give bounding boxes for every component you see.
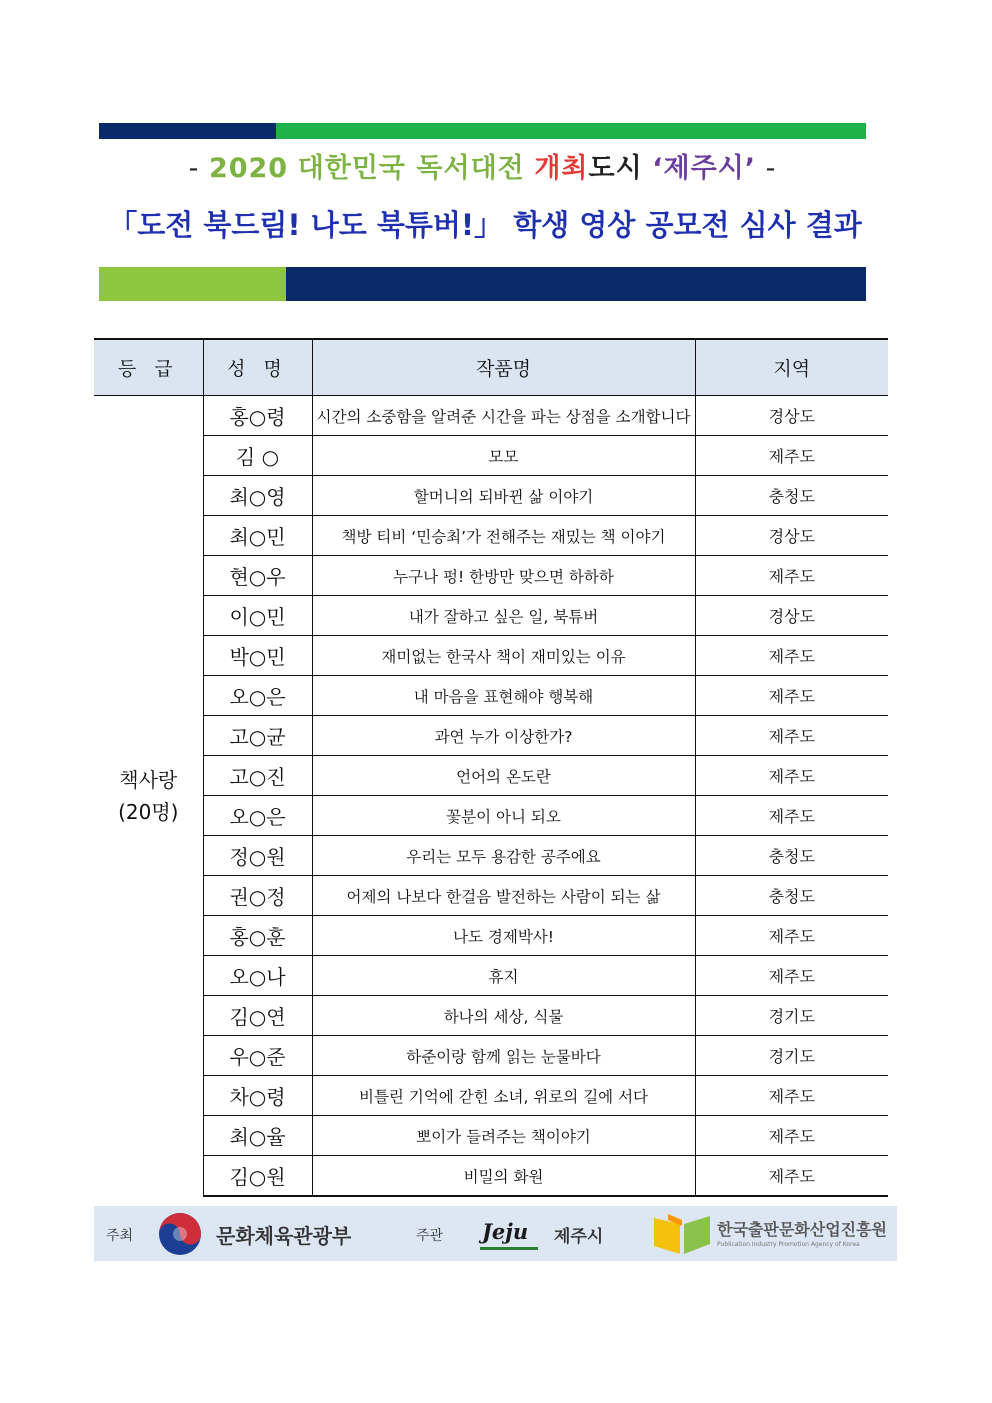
table-row: [94, 556, 888, 596]
subtitle-dash-left: -: [188, 153, 200, 184]
host-label: 주최: [106, 1228, 134, 1244]
header-region: 지역: [695, 339, 888, 396]
region: 제주도: [695, 1076, 888, 1116]
event-subtitle: [99, 146, 866, 185]
work-title: 재미없는 한국사 책이 재미있는 이유: [312, 636, 695, 676]
student-name: 오○은: [203, 796, 312, 836]
subtitle-dash-right: -: [765, 153, 777, 184]
results-table: [94, 338, 888, 1197]
header-work: 작품명: [312, 339, 695, 396]
agency-name: 한국출판문화산업진흥원: [717, 1220, 888, 1239]
work-title: 뽀이가 들려주는 책이야기: [312, 1116, 695, 1156]
table-row: [94, 436, 888, 476]
table-row: [94, 956, 888, 996]
student-name: 최○율: [203, 1116, 312, 1156]
student-name: 오○나: [203, 956, 312, 996]
work-title: 누구나 펑! 한방만 맞으면 하하하: [312, 556, 695, 596]
student-name: 차○령: [203, 1076, 312, 1116]
organizer-label: 주관: [416, 1228, 444, 1244]
student-name: 최○영: [203, 476, 312, 516]
region: 충청도: [695, 836, 888, 876]
student-name: 정○원: [203, 836, 312, 876]
agency-english-name: Publication Industry Promotion Agency of Korea: [717, 1241, 860, 1248]
work-title: 어제의 나보다 한걸음 발전하는 사람이 되는 삶: [312, 876, 695, 916]
region: 경기도: [695, 1036, 888, 1076]
region: 제주도: [695, 796, 888, 836]
grade-label: 책사랑: [119, 768, 178, 792]
work-title: 언어의 온도란: [312, 756, 695, 796]
region: 경상도: [695, 516, 888, 556]
table-row: [94, 396, 888, 436]
region: 제주도: [695, 956, 888, 996]
organizer-name: 제주시: [554, 1227, 604, 1247]
work-title: 책방 티비 ‘민승최’가 전해주는 재밌는 책 이야기: [312, 516, 695, 556]
region: 충청도: [695, 476, 888, 516]
subtitle-year: 2020: [208, 153, 289, 184]
bottom-bar-navy: [286, 267, 866, 301]
jeju-logo-underline: [480, 1247, 538, 1250]
work-title: 할머니의 되바뀐 삶 이야기: [312, 476, 695, 516]
table-row: [94, 836, 888, 876]
table-row: [94, 676, 888, 716]
student-name: 박○민: [203, 636, 312, 676]
subtitle-event: 대한민국 독서대전: [297, 153, 525, 184]
table-row: [94, 756, 888, 796]
table-row: [94, 516, 888, 556]
region: 경상도: [695, 596, 888, 636]
work-title: 우리는 모두 용감한 공주에요: [312, 836, 695, 876]
header-grade: 등 급: [94, 339, 203, 396]
table-row: [94, 1036, 888, 1076]
work-title: 하나의 세상, 식물: [312, 996, 695, 1036]
jeju-logo: Jeju: [482, 1219, 529, 1244]
table-row: [94, 876, 888, 916]
work-title: 하준이랑 함께 읽는 눈물바다: [312, 1036, 695, 1076]
region: 제주도: [695, 916, 888, 956]
region: 제주도: [695, 1156, 888, 1197]
work-title: 꽃분이 아니 되오: [312, 796, 695, 836]
student-name: 김○연: [203, 996, 312, 1036]
table-row: [94, 1076, 888, 1116]
bottom-bar-green: [99, 267, 286, 301]
subtitle-city: ‘제주시’: [652, 153, 757, 184]
student-name: 고○균: [203, 716, 312, 756]
table-row: [94, 796, 888, 836]
table-row: [94, 596, 888, 636]
student-name: 김 ○: [203, 436, 312, 476]
region: 제주도: [695, 556, 888, 596]
host-name: 문화체육관광부: [216, 1224, 352, 1248]
work-title: 비틀린 기억에 갇힌 소녀, 위로의 길에 서다: [312, 1076, 695, 1116]
top-bar-navy: [99, 123, 276, 139]
top-bar-green: [276, 123, 866, 139]
table-row: [94, 996, 888, 1036]
student-name: 권○정: [203, 876, 312, 916]
work-title: 모모: [312, 436, 695, 476]
region: 제주도: [695, 716, 888, 756]
region: 제주도: [695, 676, 888, 716]
table-row: [94, 1156, 888, 1197]
work-title: 과연 누가 이상한가?: [312, 716, 695, 756]
region: 제주도: [695, 436, 888, 476]
table-row: [94, 916, 888, 956]
government-emblem-icon: [158, 1212, 202, 1256]
work-title: 시간의 소중함을 알려준 시간을 파는 상점을 소개합니다: [312, 396, 695, 436]
subtitle-host-2: 도시: [588, 153, 643, 184]
agency-book-logo-icon: [654, 1214, 710, 1254]
work-title: 휴지: [312, 956, 695, 996]
work-title: 내가 잘하고 싶은 일, 북튜버: [312, 596, 695, 636]
region: 제주도: [695, 636, 888, 676]
table-row: [94, 716, 888, 756]
region: 경기도: [695, 996, 888, 1036]
work-title: 나도 경제박사!: [312, 916, 695, 956]
work-title: 내 마음을 표현해야 행복해: [312, 676, 695, 716]
student-name: 오○은: [203, 676, 312, 716]
work-title: 비밀의 화원: [312, 1156, 695, 1197]
page-title: 「도전 북드림! 나도 북튜버!」 학생 영상 공모전 심사 결과: [108, 208, 862, 242]
subtitle-host-1: 개최: [534, 153, 589, 184]
student-name: 우○준: [203, 1036, 312, 1076]
grade-count: (20명): [118, 800, 179, 824]
region: 제주도: [695, 1116, 888, 1156]
region: 제주도: [695, 756, 888, 796]
student-name: 이○민: [203, 596, 312, 636]
table-row: [94, 476, 888, 516]
student-name: 홍○령: [203, 396, 312, 436]
student-name: 고○진: [203, 756, 312, 796]
table-header-row: [94, 339, 888, 396]
student-name: 현○우: [203, 556, 312, 596]
grade-cell: [94, 396, 203, 1197]
table-row: [94, 636, 888, 676]
student-name: 최○민: [203, 516, 312, 556]
table-row: [94, 1116, 888, 1156]
student-name: 홍○훈: [203, 916, 312, 956]
region: 충청도: [695, 876, 888, 916]
sponsor-footer: [94, 1206, 897, 1261]
student-name: 김○원: [203, 1156, 312, 1197]
header-name: 성 명: [203, 339, 312, 396]
region: 경상도: [695, 396, 888, 436]
